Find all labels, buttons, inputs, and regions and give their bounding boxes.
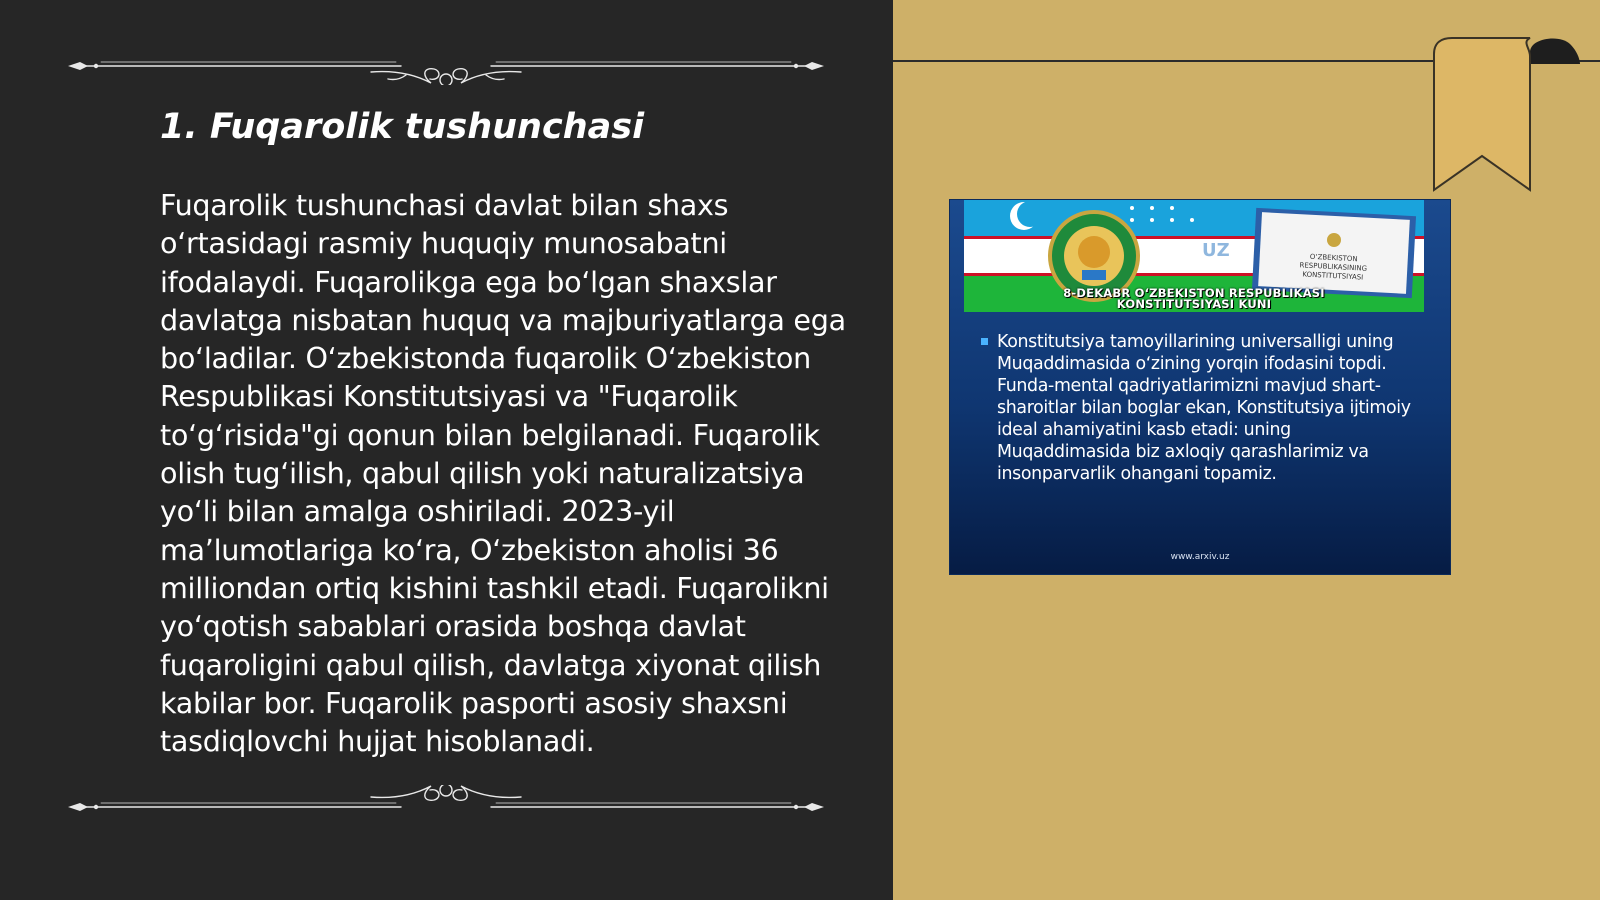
constitution-day-image <box>950 200 1450 574</box>
svg-text:UZ: UZ <box>1202 240 1230 261</box>
constitution-book-icon <box>1252 208 1416 298</box>
slide-title: 1. Fuqarolik tushunchasi <box>160 107 645 147</box>
svg-text:KONSTITUTSIYASI: KONSTITUTSIYASI <box>1302 270 1364 282</box>
caption-line-2: KONSTITUTSIYASI KUNI <box>1116 297 1272 311</box>
bullet-square-icon <box>981 338 988 345</box>
svg-text:OʻZBEKISTON: OʻZBEKISTON <box>1309 252 1358 264</box>
slide-body-text: Fuqarolik tushunchasi davlat bilan shaxs oʻrtasidagi rasmiy huquqiy munosabatni ifodalaydi. Fuqarolikga ega boʻlgan shaxslar davlatga nisbatan huquq va majburiyatlarga ega boʻladilar. Oʻzbekistonda fuqarolik Oʻzbekiston Respublikasi Konstitutsiyasi va "Fuqarolik toʻgʻrisida"gi qonun bilan belgilanadi. Fuqarolik olish tugʻilish, qabul qilish yoki naturalizatsiya yoʻli bilan amalga oshiriladi. 2023-yil maʼlumotlariga koʻra, Oʻzbekiston aholisi 36 milliondan ortiq kishini tashkil etadi. Fuqarolikni yoʻqotish sabablari orasida boshqa davlat fuqaroligini qabul qilish, davlatga xiyonat qilish kabilar bor. Fuqarolik pasporti asosiy shaxsni tasdiqlovchi hujjat hisoblanadi. <box>160 188 846 759</box>
bookmark-ribbon-icon <box>1430 34 1600 199</box>
image-watermark: www.arxiv.uz <box>1170 552 1230 562</box>
svg-text:RESPUBLIKASINING: RESPUBLIKASINING <box>1299 261 1368 273</box>
bottom-ornamental-divider-icon <box>66 785 826 825</box>
image-paragraph: Konstitutsiya tamoyillarining universalligi uning Muqaddimasida oʻzining yorqin ifodasini topdi. Funda-mental qadriyatlarimizni mavjud shart-sharoitlar bilan boglar ekan, Konstitutsiya ijtimoiy ideal ahamiyatini kasb etadi: uning Muqaddimasida biz axloqiy qarashlarimiz va insonparvarlik ohangani topamiz. <box>997 332 1411 484</box>
caption-line-1: 8-DEKABR OʻZBEKISTON RESPUBLIKASI <box>1063 286 1325 300</box>
top-ornamental-divider-icon <box>66 45 826 85</box>
image-caption <box>964 288 1424 310</box>
